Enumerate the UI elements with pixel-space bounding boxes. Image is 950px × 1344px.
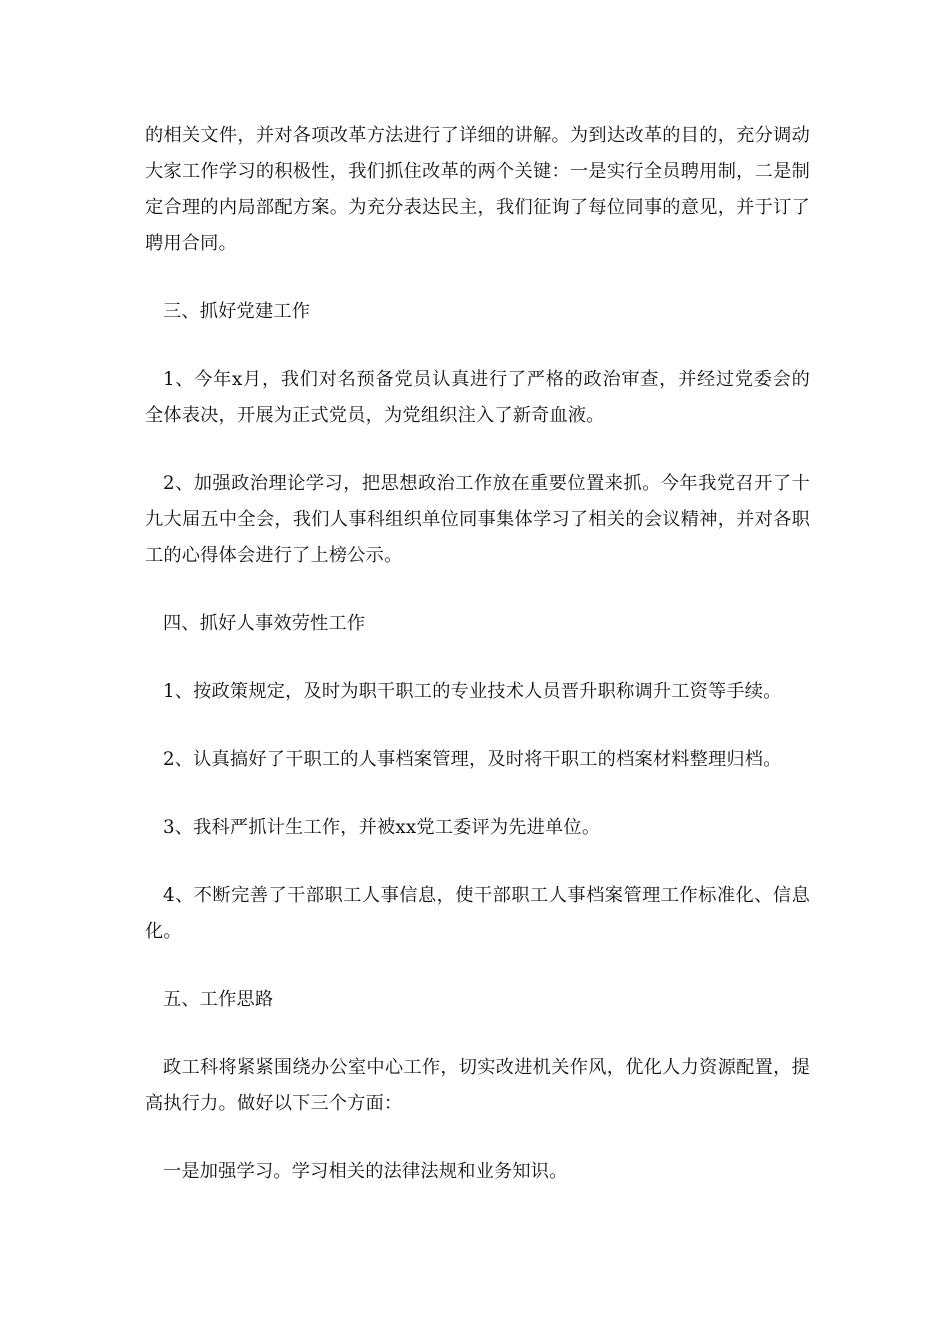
- section-heading: 五、工作思路: [163, 989, 274, 1010]
- body-paragraph: 一是加强学习。学习相关的法律法规和业务知识。: [163, 1161, 568, 1182]
- list-item: 2、加强政治理论学习，把思想政治工作放在重要位置来抓。今年我党召开了十九大届五中全会，我们人事科组织单位同事集体学习了相关的会议精神，并对各职工的心得体会进行了上榜公示。: [145, 473, 810, 566]
- section-heading: 四、抓好人事效劳性工作: [163, 613, 366, 634]
- body-paragraph: 政工科将紧紧围绕办公室中心工作，切实改进机关作风，优化人力资源配置，提高执行力。做好以下三个方面：: [145, 1057, 810, 1114]
- list-item: 4、不断完善了干部职工人事信息，使干部职工人事档案管理工作标准化、信息化。: [145, 885, 810, 942]
- list-item: 3、我科严抓计生工作，并被xx党工委评为先进单位。: [163, 817, 601, 838]
- document-body: [145, 118, 810, 1190]
- list-item: 2、认真搞好了干职工的人事档案管理，及时将干职工的档案材料整理归档。: [163, 749, 782, 770]
- list-item: 1、今年x月，我们对名预备党员认真进行了严格的政治审查，并经过党委会的全体表决，开展为正式党员，为党组织注入了新奇血液。: [145, 369, 810, 426]
- list-item: 1、按政策规定，及时为职干职工的专业技术人员晋升职称调升工资等手续。: [163, 681, 782, 702]
- body-paragraph: 的相关文件，并对各项改革方法进行了详细的讲解。为到达改革的目的，充分调动大家工作学习的积极性，我们抓住改革的两个关键：一是实行全员聘用制，二是制定合理的内局部配方案。为充分表达民主，我们征询了每位同事的意见，并于订了聘用合同。: [145, 125, 810, 254]
- section-heading: 三、抓好党建工作: [163, 301, 311, 322]
